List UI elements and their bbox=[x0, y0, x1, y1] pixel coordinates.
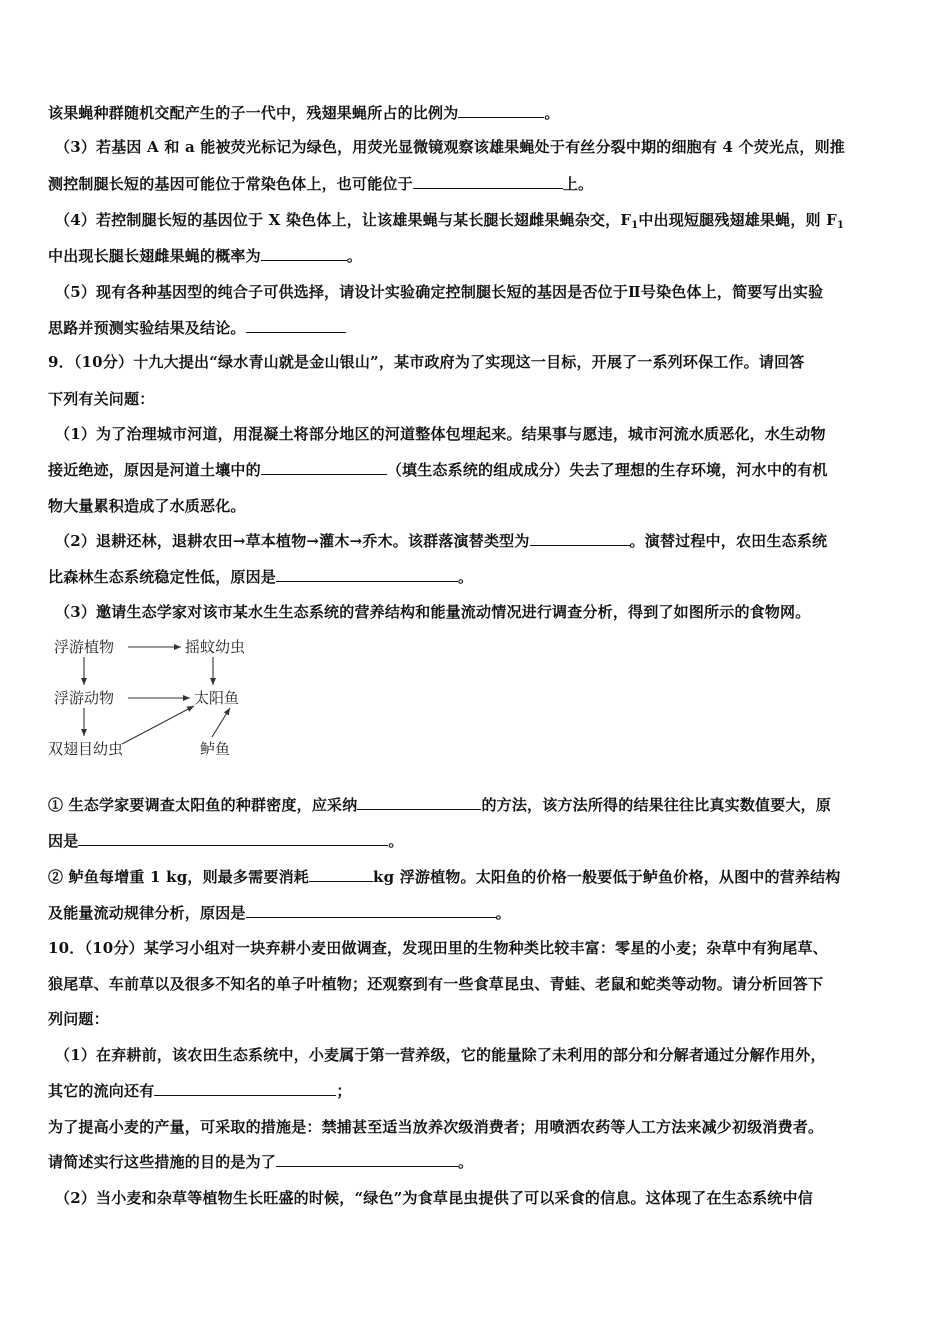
question-10-title: 10．（10分）某学习小组对一块弃耕小麦田做调查，发现田里的生物种类比较丰富：零星的小麦；杂草中有狗尾草、 bbox=[48, 939, 828, 957]
text-line: ② 鲈鱼每增重 1 kg，则最多需要消耗 kg 浮游植物。太阳鱼的价格一般要低于鲈鱼价格，从图中的营养结构 bbox=[48, 868, 841, 886]
text-line: （5）现有各种基因型的纯合子可供选择，请设计实验确定控制腿长短的基因是否位于Ⅱ号染色体上，简要写出实验 bbox=[55, 283, 824, 301]
question-9-title: 9．（10分）十九大提出“绿水青山就是金山银山”，某市政府为了实现这一目标，开展了一系列环保工作。请回答 bbox=[48, 353, 805, 371]
arrow-diptera-to-sunfish bbox=[122, 706, 194, 744]
arrow-sunfish-to-perch bbox=[212, 708, 230, 737]
text-line: （2）退耕还林，退耕农田→草本植物→灌木→乔木。该群落演替类型为 。演替过程中，农田生态系统 bbox=[55, 532, 828, 550]
text-line: 测控制腿长短的基因可能位于常染色体上，也可能位于 上。 bbox=[48, 175, 594, 193]
text-line: 物大量累积造成了水质恶化。 bbox=[48, 497, 246, 515]
answer-blank[interactable] bbox=[246, 318, 346, 333]
answer-blank[interactable] bbox=[357, 795, 481, 810]
node-diptera-larva: 双翅目幼虫 bbox=[48, 740, 124, 758]
text-line: 为了提高小麦的产量，可采取的措施是：禁捕甚至适当放养次级消费者；用喷洒农药等人工方法来减少初级消费者。 bbox=[48, 1118, 824, 1136]
text-line: （4）若控制腿长短的基因位于 X 染色体上，让该雄果蝇与某长腿长翅雌果蝇杂交，$F_1$中出现短腿残翅雄果蝇，则 $F_1$ bbox=[55, 211, 845, 231]
text-line: 该果蝇种群随机交配产生的子一代中，残翅果蝇所占的比例为 。 bbox=[48, 104, 560, 122]
text-line: 狼尾草、车前草以及很多不知名的单子叶植物；还观察到有一些食草昆虫、青蛙、老鼠和蛇类等动物。请分析回答下 bbox=[48, 975, 824, 993]
text-line: 接近绝迹，原因是河道土壤中的 （填生态系统的组成成分）失去了理想的生存环境，河水中的有机 bbox=[48, 461, 828, 479]
text-line: 比森林生态系统稳定性低，原因是 。 bbox=[48, 568, 474, 586]
answer-blank[interactable] bbox=[530, 531, 630, 546]
answer-blank[interactable] bbox=[261, 460, 387, 475]
text-line: 下列有关问题： bbox=[48, 390, 155, 408]
answer-blank[interactable] bbox=[154, 1081, 336, 1096]
answer-blank[interactable] bbox=[246, 903, 496, 918]
food-web-diagram bbox=[48, 632, 278, 762]
node-phytoplankton: 浮游植物 bbox=[54, 638, 115, 656]
node-sunfish: 太阳鱼 bbox=[194, 689, 240, 707]
text-line: ① 生态学家要调查太阳鱼的种群密度，应采纳 的方法，该方法所得的结果往往比真实数值要大，原 bbox=[48, 796, 832, 814]
text-line: 请简述实行这些措施的目的是为了 。 bbox=[48, 1153, 474, 1171]
answer-blank[interactable] bbox=[261, 246, 347, 261]
answer-blank[interactable] bbox=[458, 103, 544, 118]
answer-blank[interactable] bbox=[413, 174, 563, 189]
text-line: （3）若基因 A 和 a 能被荧光标记为绿色，用荧光显微镜观察该雄果蝇处于有丝分裂中期的细胞有 4 个荧光点，则推 bbox=[55, 138, 845, 156]
text-line: 中出现长腿长翅雌果蝇的概率为 。 bbox=[48, 247, 363, 265]
node-midge-larva: 摇蚊幼虫 bbox=[185, 638, 246, 656]
text-line: 思路并预测实验结果及结论。 bbox=[48, 318, 904, 338]
text-line: 及能量流动规律分析，原因是 。 bbox=[48, 904, 511, 922]
answer-blank[interactable] bbox=[276, 567, 458, 582]
node-zooplankton: 浮游动物 bbox=[54, 689, 115, 707]
text-line: （2）当小麦和杂草等植物生长旺盛的时候，“绿色”为食草昆虫提供了可以采食的信息。这体现了在生态系统中信 bbox=[55, 1189, 813, 1207]
text-line: 其它的流向还有 ； bbox=[48, 1082, 352, 1100]
node-perch: 鲈鱼 bbox=[200, 740, 231, 758]
text-line: 因是 。 bbox=[48, 832, 404, 850]
text-line: （1）在弃耕前，该农田生态系统中，小麦属于第一营养级，它的能量除了未利用的部分和分解者通过分解作用外， bbox=[55, 1046, 826, 1064]
answer-blank[interactable] bbox=[309, 867, 373, 882]
text-line: 列问题： bbox=[48, 1010, 109, 1028]
answer-blank[interactable] bbox=[78, 831, 388, 846]
text-line: （1）为了治理城市河道，用混凝土将部分地区的河道整体包埋起来。结果事与愿违，城市河流水质恶化，水生动物 bbox=[55, 425, 826, 443]
text-line: （3）邀请生态学家对该市某水生生态系统的营养结构和能量流动情况进行调查分析，得到了如图所示的食物网。 bbox=[55, 603, 811, 621]
answer-blank[interactable] bbox=[276, 1152, 458, 1167]
